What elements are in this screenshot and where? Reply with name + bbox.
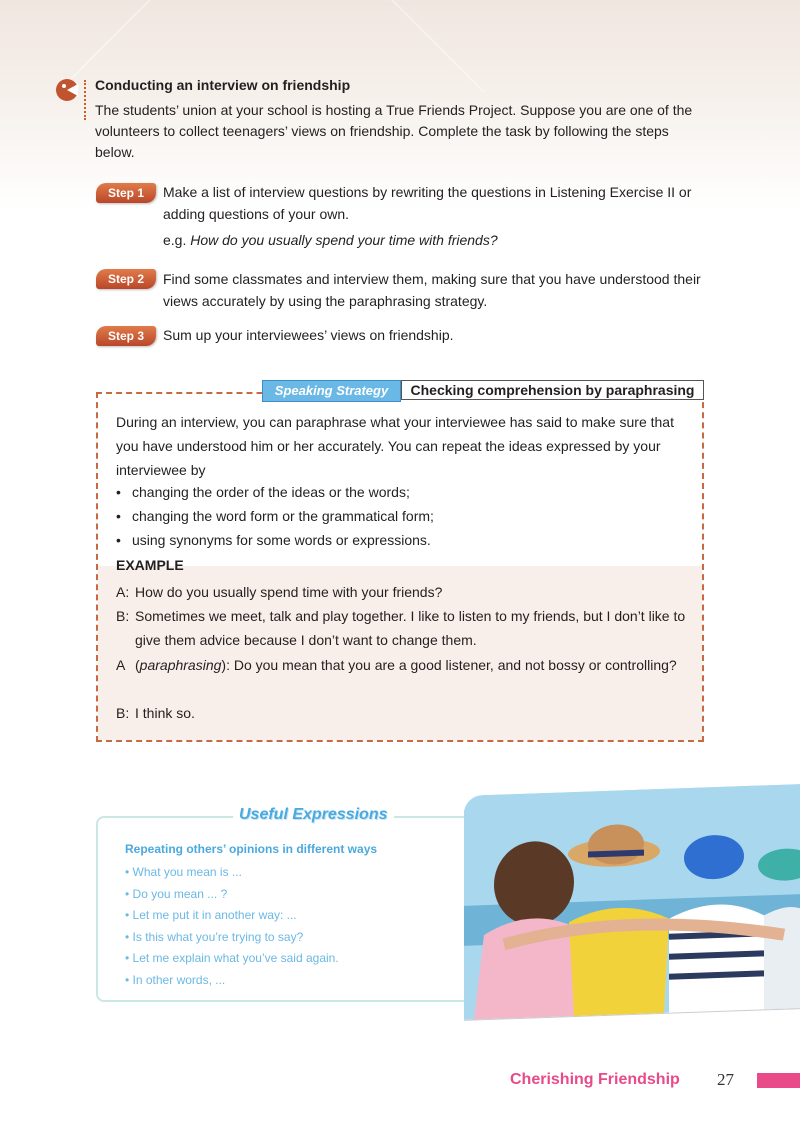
section-marker-line (84, 80, 86, 120)
strategy-title: Checking comprehension by paraphrasing (401, 380, 704, 400)
section-intro: The students’ union at your school is hosting a True Friends Project. Suppose you are one of the volunteers to collect teenagers’ views on friendship. Complete the task by following the steps below. (95, 102, 693, 160)
step-3-label: Step 3 (96, 326, 156, 346)
useful-expressions-subtitle: Repeating others’ opinions in different ways (125, 842, 378, 856)
step-1-text: Make a list of interview questions by rewriting the questions in Listening Exercise II or adding questions of your own. (163, 184, 692, 222)
list-item: • Let me explain what you’ve said again. (125, 951, 339, 965)
list-item: • Let me put it in another way: ... (125, 908, 297, 922)
strategy-description: During an interview, you can paraphrase what your interviewee has said to make sure that you have understood him or her accurately. You can repeat the ideas expressed by your interviewee by (116, 414, 674, 478)
strategy-bullet: • using synonyms for some words or expressions. (116, 532, 431, 548)
friends-illustration (464, 784, 800, 1020)
example-heading: EXAMPLE (116, 557, 184, 573)
friends-photo (464, 784, 800, 1020)
list-item: • What you mean is ... (125, 865, 242, 879)
dialogue-line: A: How do you usually spend time with your friends? (116, 584, 443, 600)
speaking-icon (55, 78, 79, 102)
useful-expressions-list (125, 862, 339, 991)
step-3-text: Sum up your interviewees’ views on friendship. (163, 327, 454, 343)
step-1-label: Step 1 (96, 183, 156, 203)
list-item: • In other words, ... (125, 972, 226, 987)
footer-accent-bar (757, 1073, 800, 1088)
step-1-example (163, 232, 498, 248)
list-item: • Do you mean ... ? (125, 886, 228, 901)
page-number: 27 (717, 1070, 734, 1089)
dialogue-line: B: Sometimes we meet, talk and play together. I like to listen to my friends, but I don’t like to give them advice because I don’t want to change them. (116, 608, 686, 648)
strategy-bullet: • changing the word form or the grammatical form; (116, 508, 434, 524)
dialogue-line: B: I think so. (116, 705, 195, 721)
useful-expressions-title: Useful Expressions (233, 806, 394, 824)
speaking-strategy-tab: Speaking Strategy (262, 380, 401, 402)
dialogue-line: A (paraphrasing): Do you mean that you are a good listener, and not bossy or controlling? (116, 657, 677, 673)
list-item: • Is this what you’re trying to say? (125, 929, 304, 944)
example-question: How do you usually spend your time with friends? (190, 232, 498, 248)
section-title: Conducting an interview on friendship (95, 77, 351, 93)
step-2-text: Find some classmates and interview them, making sure that you have understood their views accurately by using the paraphrasing strategy. (163, 271, 701, 309)
strategy-bullet: • changing the order of the ideas or the words; (116, 484, 410, 500)
example-prefix: e.g. (163, 232, 187, 248)
footer-unit-title: Cherishing Friendship (510, 1071, 680, 1088)
step-2-label: Step 2 (96, 269, 156, 289)
